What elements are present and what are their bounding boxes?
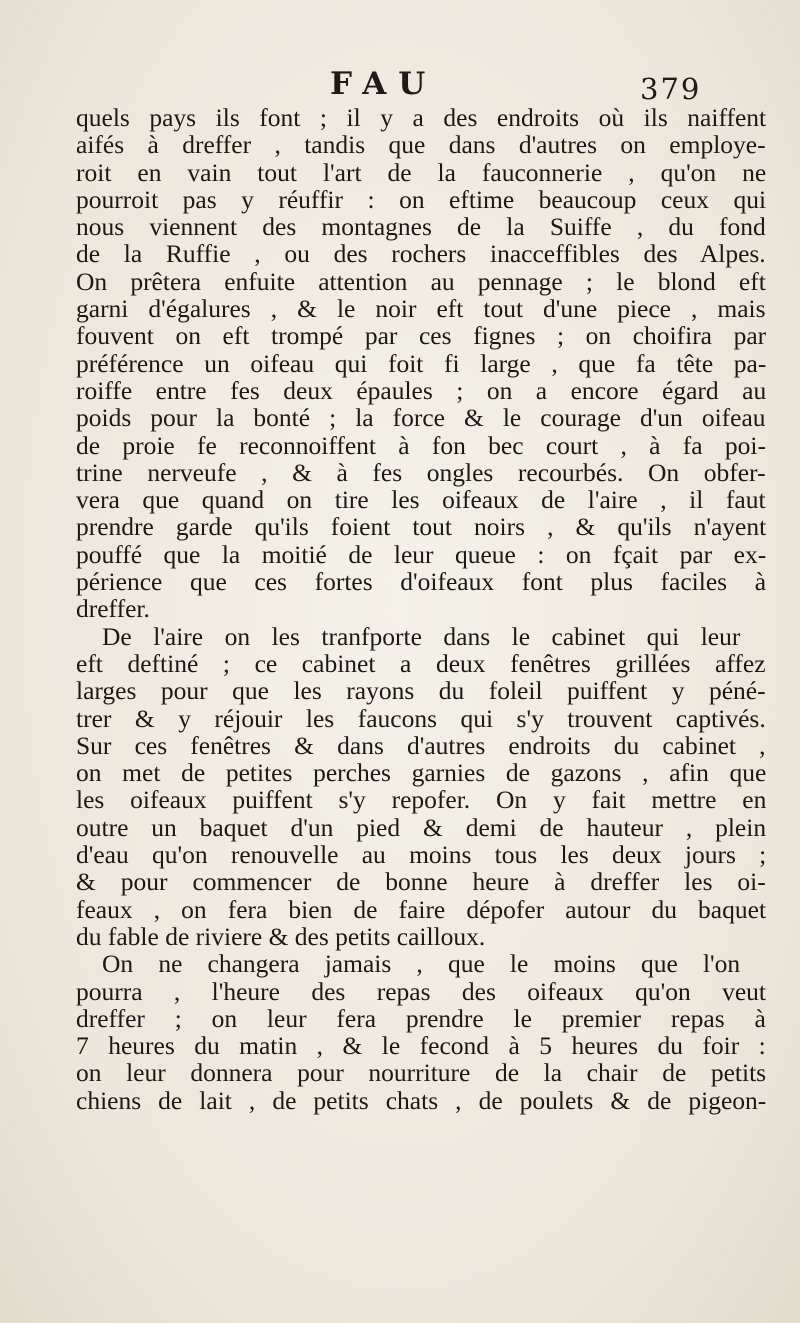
text-line: On prêtera enfuite attention au pennage ; le blond eft <box>76 266 766 296</box>
text-line: prendre garde qu'ils foient tout noirs , & qu'ils n'ayent <box>76 512 767 542</box>
text-line: on leur donnera pour nourriture de la chair de petits <box>76 1058 767 1088</box>
text-line: larges pour que les rayons du foleil puiffent y péné- <box>76 676 766 706</box>
text-line: On ne changera jamais , que le moins que l'on <box>102 949 741 979</box>
text-line: trine nerveufe , & à fes ongles recourbés. On obfer- <box>76 457 766 487</box>
text-line: dreffer. <box>76 594 150 624</box>
text-line: roit en vain tout l'art de la fauconnerie , qu'on ne <box>76 157 767 187</box>
text-line: dreffer ; on leur fera prendre le premier repas à <box>76 1003 766 1033</box>
text-line: & pour commencer de bonne heure à dreffer les oi- <box>76 867 766 897</box>
text-line: vera que quand on tire les oifeaux de l'aire , il faut <box>76 485 766 515</box>
text-line: pouffé que la moitié de leur queue : on fçait par ex- <box>76 539 767 569</box>
text-line: nous viennent des montagnes de la Suiffe , du fond <box>76 212 766 242</box>
text-line: pourra , l'heure des repas des oifeaux qu'on veut <box>76 976 766 1006</box>
text-line: trer & y réjouir les faucons qui s'y trouvent captivés. <box>76 703 766 733</box>
text-line: fouvent on eft trompé par ces fignes ; on choifira par <box>76 321 767 351</box>
page-number: 379 <box>640 72 702 106</box>
text-line: eft deftiné ; ce cabinet a deux fenêtres grillées affez <box>76 648 766 678</box>
text-line: préférence un oifeau qui foit fi large , que fa tête pa- <box>76 348 767 378</box>
text-line: Sur ces fenêtres & dans d'autres endroits du cabinet , <box>76 730 766 760</box>
text-line: périence que ces fortes d'oifeaux font plus faciles à <box>76 567 767 597</box>
text-line: De l'aire on les tranfporte dans le cabinet qui leur <box>102 621 741 651</box>
text-line: 7 heures du matin , & le fecond à 5 heures du foir : <box>76 1031 766 1061</box>
text-line: de proie fe reconnoiffent à fon bec court , à fa poi- <box>76 430 766 460</box>
text-line: roiffe entre fes deux épaules ; on a encore égard au <box>76 375 767 405</box>
text-line: feaux , on fera bien de faire dépofer autour du baquet <box>76 894 767 924</box>
text-line: chiens de lait , de petits chats , de poulets & de pigeon- <box>76 1085 767 1115</box>
text-line: pourroit pas y réuffir : on eftime beaucoup ceux qui <box>76 184 767 214</box>
text-line: de la Ruffie , ou des rochers inacceffibles des Alpes. <box>76 239 766 269</box>
text-line: quels pays ils font ; il y a des endroits où ils naiffent <box>76 103 767 132</box>
body-text <box>76 104 766 1114</box>
text-line: les oifeaux puiffent s'y repofer. On y fait mettre en <box>76 785 767 815</box>
text-line: garni d'égalures , & le noir eft tout d'une piece , mais <box>76 294 766 324</box>
text-line: on met de petites perches garnies de gazons , afin que <box>76 758 767 788</box>
text-line: d'eau qu'on renouvelle au moins tous les deux jours ; <box>76 840 767 870</box>
running-head: FAU <box>330 66 438 102</box>
text-line: aifés à dreffer , tandis que dans d'autres on employe- <box>76 130 766 160</box>
text-line: outre un baquet d'un pied & demi de hauteur , plein <box>76 812 767 842</box>
text-line: du fable de riviere & des petits cailloux. <box>76 921 486 951</box>
text-line: poids pour la bonté ; la force & le courage d'un oifeau <box>76 403 766 433</box>
